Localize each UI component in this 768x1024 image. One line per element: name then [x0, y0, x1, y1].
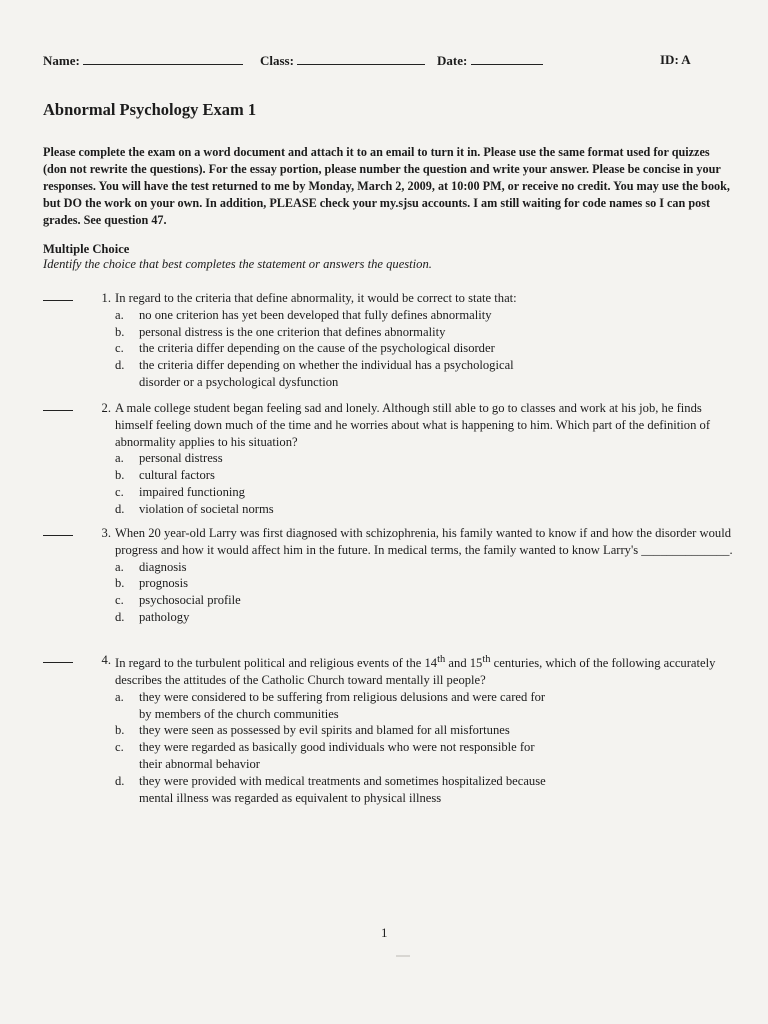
option — [115, 450, 733, 467]
answer-blank[interactable] — [43, 535, 73, 536]
date-field — [437, 52, 543, 69]
question-4 — [43, 652, 733, 806]
class-label: Class: — [260, 53, 294, 68]
option-text: diagnosis — [139, 559, 187, 574]
option-text: psychosocial profile — [139, 593, 241, 608]
name-blank-line[interactable] — [83, 52, 243, 65]
class-blank-line[interactable] — [297, 52, 425, 65]
scan-artifact — [396, 955, 410, 957]
option-text: pathology — [139, 609, 190, 624]
option — [115, 467, 733, 484]
option-text: they were provided with medical treatments and sometimes hospitalized because mental illness was regarded as equivalent to physical illness — [139, 773, 546, 805]
question-2 — [43, 400, 733, 518]
option-letter: c. — [115, 341, 124, 356]
option-letter: d. — [115, 358, 125, 373]
question-number: 1. — [101, 291, 111, 305]
stem-text: In regard to the turbulent political and religious events of the 14 — [115, 656, 438, 671]
option-letter: b. — [115, 576, 125, 591]
option-letter: a. — [115, 559, 124, 574]
page-title: Abnormal Psychology Exam 1 — [43, 100, 257, 119]
option-text: cultural factors — [139, 468, 215, 483]
question-3 — [43, 525, 733, 626]
section-subheading: Identify the choice that best completes the statement or answers the question. — [43, 257, 432, 271]
class-field — [260, 52, 425, 69]
option-letter: a. — [115, 451, 124, 466]
superscript: th — [482, 654, 491, 665]
option-letter: d. — [115, 773, 125, 788]
option-letter: a. — [115, 689, 124, 704]
name-label: Name: — [43, 53, 80, 68]
question-stem: A male college student began feeling sad and lonely. Although still able to go to classes and work at his job, he finds himself feeling down much of the time and he worries about what is happening to him. Which part of the definition of abnormality applies to his situation? — [115, 401, 711, 449]
option — [115, 559, 733, 576]
option — [115, 722, 733, 739]
question-stem: In regard to the criteria that define abnormality, it would be correct to state that: — [115, 291, 517, 305]
option — [115, 739, 733, 773]
section-heading: Multiple Choice — [43, 242, 130, 256]
stem-text: When 20 year-old Larry was first diagnosed with schizophrenia, his family wanted to know if and how the disorder would progress and how it would affect him in the future. In medical terms, the family wanted to know Larry's — [115, 526, 731, 557]
name-field — [43, 52, 243, 69]
stem-end: . — [729, 542, 733, 557]
option — [115, 307, 733, 324]
option-text: no one criterion has yet been developed that fully defines abnormality — [139, 307, 492, 322]
answer-blank[interactable] — [43, 662, 73, 663]
option-text: they were considered to be suffering from religious delusions and were cared for by members of the church communities — [139, 689, 546, 721]
question-stem — [115, 652, 733, 689]
option-letter: d. — [115, 609, 125, 624]
option-text: prognosis — [139, 576, 188, 591]
option-text: personal distress — [139, 451, 223, 466]
option-text: they were regarded as basically good individuals who were not responsible for their abnormal behavior — [139, 740, 535, 771]
option-text: personal distress is the one criterion that defines abnormality — [139, 324, 446, 339]
option — [115, 324, 733, 341]
options-list — [115, 307, 733, 391]
option — [115, 484, 733, 501]
exam-id: ID: A — [660, 52, 691, 67]
instructions: Please complete the exam on a word document and attach it to an email to turn it in. Please use the same format used for quizzes (don not rewrite the questions). For the essay portion, please number the question and write your answer. Please be concise in your responses. You will have the test returned to me by Monday, March 2, 2009, at 10:00 PM, or receive no credit. You may use the book, but DO the work on your own. In addition, PLEASE check your my.sjsu accounts. I am still waiting for code names so I can post grades. See question 47. — [43, 145, 730, 227]
option-letter: c. — [115, 484, 124, 499]
option-text: violation of societal norms — [139, 501, 274, 516]
answer-blank[interactable] — [43, 410, 73, 411]
option-letter: b. — [115, 324, 125, 339]
question-number: 2. — [101, 401, 111, 415]
option — [115, 592, 733, 609]
option — [115, 501, 733, 518]
option-text: they were seen as possessed by evil spirits and blamed for all misfortunes — [139, 723, 510, 738]
option-letter: b. — [115, 723, 125, 738]
option-text: the criteria differ depending on whether the individual has a psychological disorder or a psychological dysfunction — [139, 358, 514, 389]
option-letter: d. — [115, 501, 125, 516]
question-number: 4. — [101, 653, 111, 667]
option-letter: c. — [115, 740, 124, 755]
options-list — [115, 689, 733, 807]
option-text: impaired functioning — [139, 484, 245, 499]
option-letter: b. — [115, 468, 125, 483]
options-list — [115, 559, 733, 626]
question-1 — [43, 290, 733, 391]
options-list — [115, 450, 733, 517]
question-stem — [115, 525, 733, 559]
page-number: 1 — [381, 925, 388, 940]
option-letter: a. — [115, 307, 124, 322]
option — [115, 357, 733, 391]
option — [115, 689, 733, 723]
option — [115, 575, 733, 592]
option — [115, 609, 733, 626]
option-letter: c. — [115, 593, 124, 608]
date-label: Date: — [437, 53, 468, 68]
option-text: the criteria differ depending on the cause of the psychological disorder — [139, 341, 495, 356]
stem-text: centuries, which of the following accurately describes the attitudes of the Catholic Church toward mentally ill people? — [115, 656, 716, 687]
superscript: th — [437, 654, 446, 665]
fill-in-blank[interactable]: ______________ — [641, 542, 730, 557]
answer-blank[interactable] — [43, 300, 73, 301]
option — [115, 773, 733, 807]
option — [115, 340, 733, 357]
date-blank-line[interactable] — [471, 52, 543, 65]
stem-text: and 15 — [445, 656, 483, 671]
question-number: 3. — [101, 526, 111, 540]
